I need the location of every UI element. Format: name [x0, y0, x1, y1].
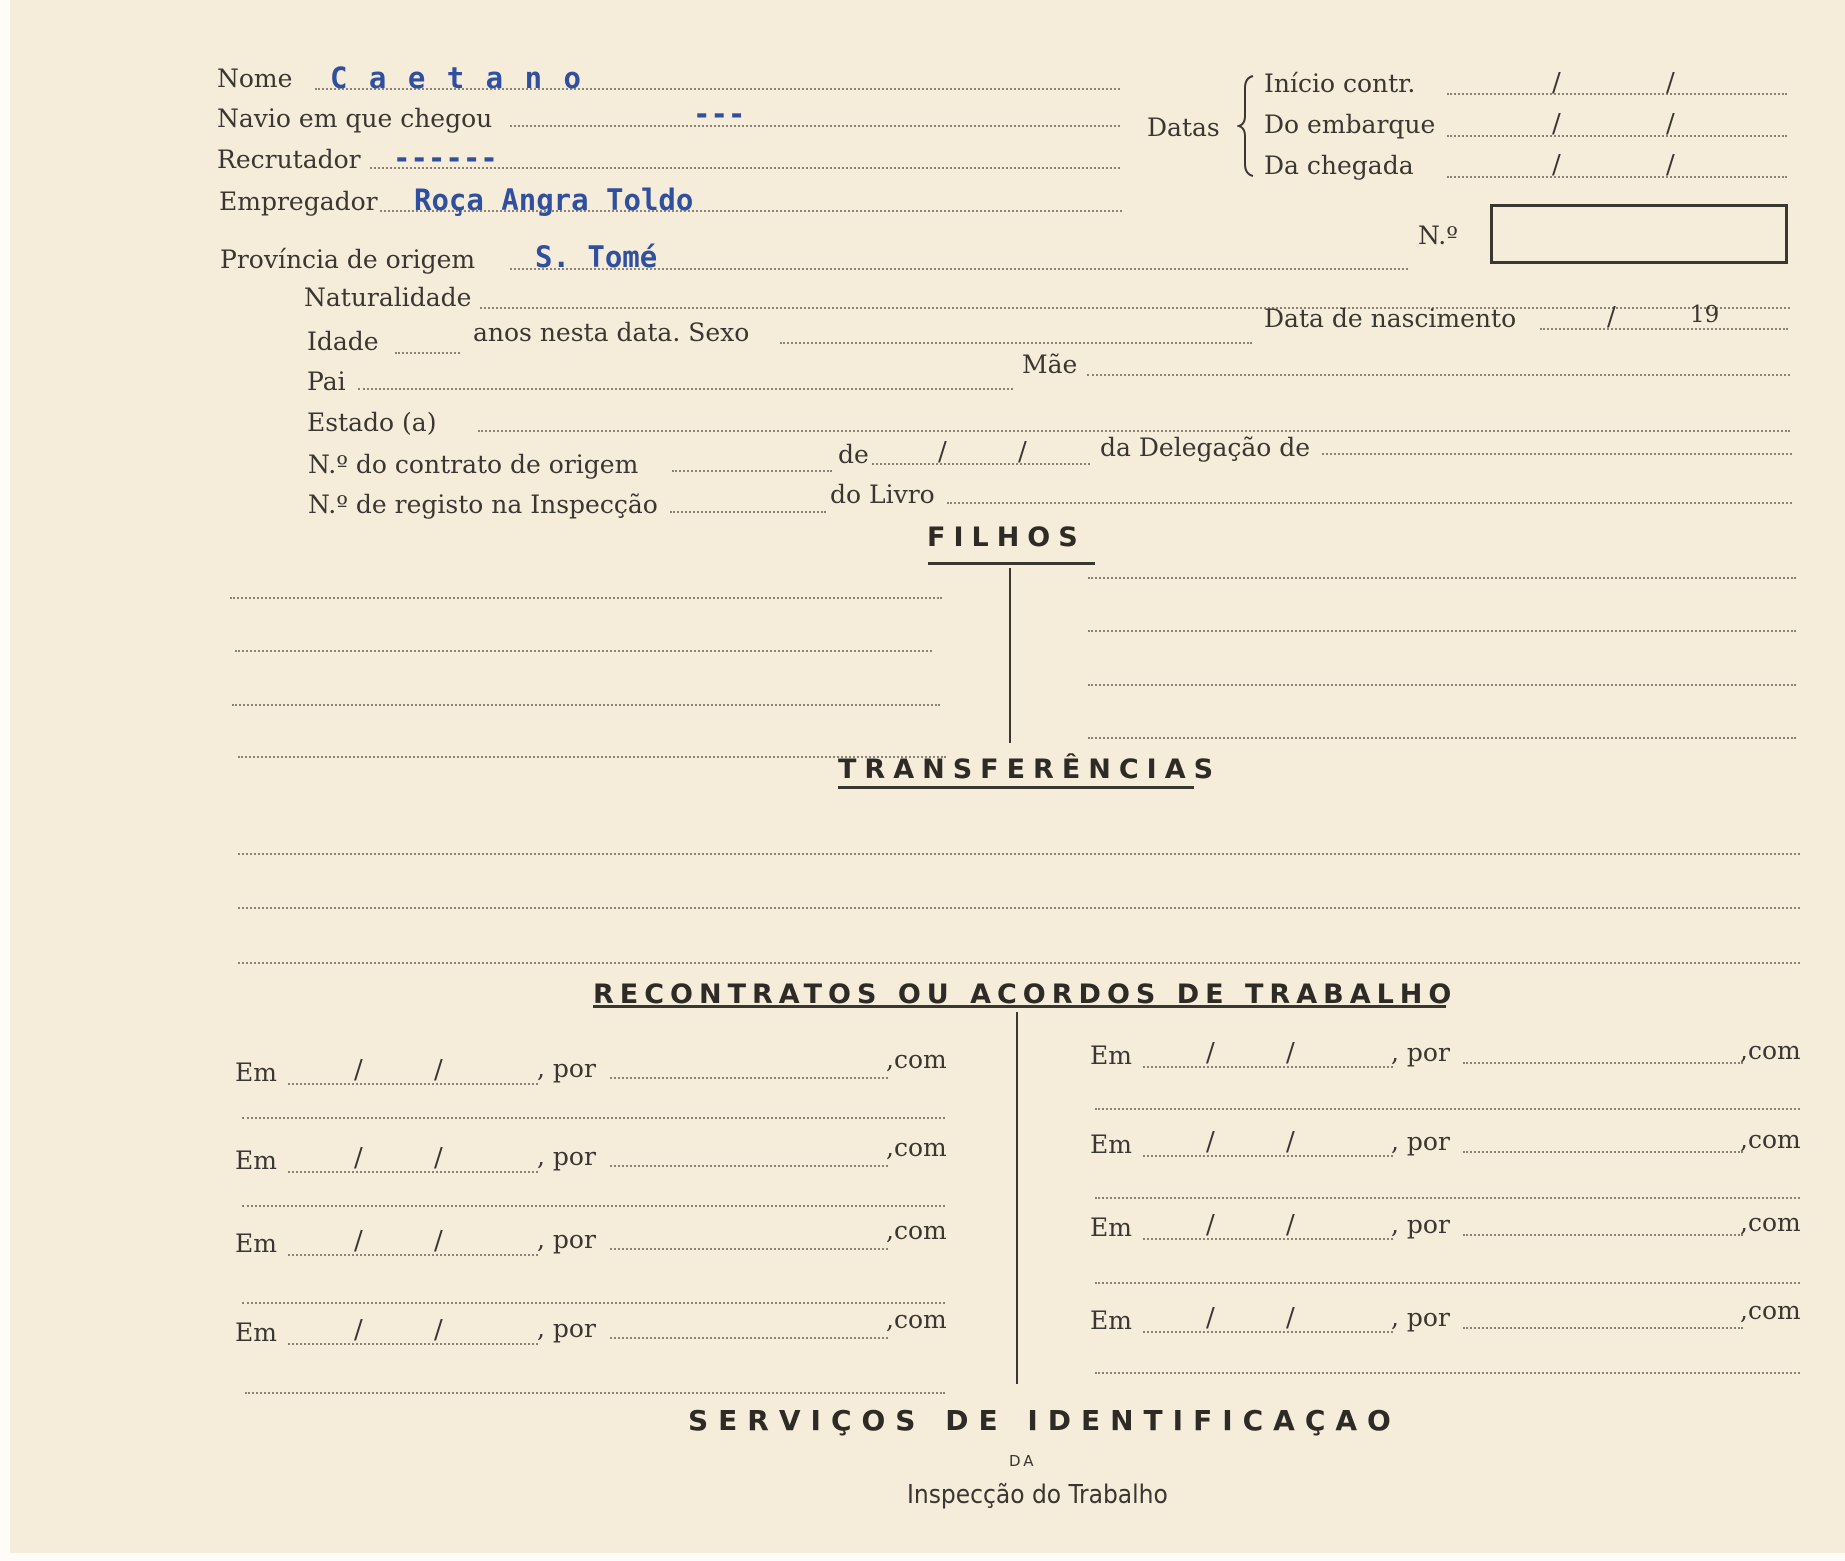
com-line[interactable] — [245, 1392, 945, 1394]
por-line[interactable] — [610, 1337, 888, 1339]
numero-box[interactable] — [1490, 204, 1788, 264]
chegada-label: Da chegada — [1264, 151, 1414, 180]
inicio-label: Início contr. — [1264, 69, 1416, 98]
com-line[interactable] — [1095, 1282, 1800, 1284]
de-slash-2: / — [1018, 437, 1027, 467]
em-date-line[interactable] — [1143, 1155, 1393, 1157]
por-line[interactable] — [610, 1248, 888, 1250]
em-slash-2: / — [434, 1055, 443, 1085]
em-slash-2: / — [434, 1226, 443, 1256]
mae-line — [1087, 374, 1790, 376]
em-label: Em — [1090, 1213, 1132, 1242]
contrato-line — [672, 470, 832, 472]
em-slash-1: / — [354, 1055, 363, 1085]
naturalidade-label: Naturalidade — [304, 283, 472, 312]
por-line[interactable] — [1463, 1234, 1743, 1236]
registo-line — [670, 511, 826, 513]
por-label: , por — [537, 1314, 596, 1343]
em-slash-2: / — [434, 1315, 443, 1345]
chegada-slash-2: / — [1666, 150, 1675, 180]
delegacao-label: da Delegação de — [1100, 433, 1311, 462]
livro-line — [947, 502, 1792, 504]
em-label: Em — [235, 1146, 277, 1175]
navio-line — [510, 125, 1120, 127]
em-date-line[interactable] — [288, 1254, 538, 1256]
naturalidade-line — [480, 307, 1790, 309]
sexo-line — [780, 342, 1252, 344]
em-slash-1: / — [1206, 1038, 1215, 1068]
em-date-line[interactable] — [1143, 1238, 1393, 1240]
filhos-heading: FILHOS — [927, 522, 1086, 553]
em-slash-2: / — [1286, 1210, 1295, 1240]
embarque-slash-1: / — [1552, 109, 1561, 139]
pai-line — [358, 388, 1013, 390]
em-date-line[interactable] — [1143, 1331, 1393, 1333]
de-date-line — [872, 463, 1090, 465]
embarque-slash-2: / — [1666, 109, 1675, 139]
chegada-slash-1: / — [1552, 150, 1561, 180]
nome-label: Nome — [217, 64, 293, 93]
com-label: ,com — [1740, 1125, 1801, 1154]
transferencia-line-2[interactable] — [238, 907, 1800, 909]
com-line[interactable] — [1095, 1197, 1800, 1199]
livro-label: do Livro — [830, 480, 935, 509]
estado-label: Estado (a) — [307, 408, 437, 437]
em-label: Em — [1090, 1130, 1132, 1159]
em-label: Em — [235, 1318, 277, 1347]
empregador-value[interactable]: Roça Angra Toldo — [414, 183, 694, 217]
com-line[interactable] — [1095, 1108, 1800, 1110]
com-label: ,com — [1740, 1296, 1801, 1325]
em-slash-1: / — [1206, 1210, 1215, 1240]
em-slash-1: / — [354, 1143, 363, 1173]
inicio-slash-2: / — [1666, 68, 1675, 98]
com-label: ,com — [886, 1216, 947, 1245]
de-slash-1: / — [938, 437, 947, 467]
contrato-label: N.º do contrato de origem — [308, 450, 639, 479]
footer-da: DA — [1009, 1452, 1037, 1470]
por-label: , por — [537, 1225, 596, 1254]
por-line[interactable] — [610, 1077, 888, 1079]
de-label: de — [838, 440, 869, 469]
empregador-label: Empregador — [219, 187, 378, 216]
datas-label: Datas — [1147, 113, 1220, 142]
registo-label: N.º de registo na Inspecção — [308, 490, 658, 519]
filhos-left-line-3[interactable] — [232, 704, 940, 706]
por-label: , por — [1391, 1210, 1450, 1239]
em-date-line[interactable] — [1143, 1066, 1393, 1068]
em-label: Em — [1090, 1041, 1132, 1070]
transferencia-line-3[interactable] — [238, 962, 1800, 964]
por-line[interactable] — [1463, 1327, 1743, 1329]
filhos-right-line-1[interactable] — [1088, 577, 1796, 579]
inicio-line — [1447, 93, 1787, 95]
com-label: ,com — [1740, 1036, 1801, 1065]
com-line[interactable] — [242, 1205, 945, 1207]
com-line[interactable] — [242, 1117, 945, 1119]
footer-title: SERVIÇOS DE IDENTIFICAÇAO — [688, 1404, 1401, 1437]
em-slash-2: / — [1286, 1127, 1295, 1157]
idade-line — [395, 352, 460, 354]
com-label: ,com — [886, 1133, 947, 1162]
filhos-right-line-2[interactable] — [1088, 630, 1796, 632]
em-slash-1: / — [354, 1226, 363, 1256]
com-label: ,com — [886, 1305, 947, 1334]
anos-sexo-label: anos nesta data. Sexo — [473, 318, 750, 347]
inicio-slash-1: / — [1552, 68, 1561, 98]
recrutador-value[interactable]: ------ — [393, 141, 498, 175]
em-label: Em — [235, 1058, 277, 1087]
mae-label: Mãe — [1022, 350, 1078, 379]
recrutador-label: Recrutador — [217, 145, 361, 174]
por-line[interactable] — [1463, 1062, 1743, 1064]
recontratos-heading: RECONTRATOS OU ACORDOS DE TRABALHO — [593, 979, 1458, 1010]
embarque-label: Do embarque — [1264, 110, 1436, 139]
com-line[interactable] — [1095, 1372, 1800, 1374]
data-nascimento-label: Data de nascimento — [1264, 304, 1517, 333]
em-slash-1: / — [1206, 1127, 1215, 1157]
transferencias-underline — [838, 786, 1194, 789]
por-label: , por — [537, 1054, 596, 1083]
recontratos-underline — [593, 1005, 1446, 1008]
navio-value[interactable]: --- — [693, 97, 746, 131]
embarque-line — [1447, 135, 1787, 137]
filhos-right-line-4[interactable] — [1088, 737, 1796, 739]
datas-brace — [1237, 74, 1259, 178]
filhos-divider — [1009, 568, 1011, 743]
provincia-label: Província de origem — [220, 245, 476, 274]
filhos-left-line-2[interactable] — [235, 650, 932, 652]
footer-org: Inspecção do Trabalho — [907, 1480, 1168, 1510]
navio-label: Navio em que chegou — [217, 104, 493, 133]
por-line[interactable] — [610, 1165, 888, 1167]
com-label: ,com — [1740, 1208, 1801, 1237]
em-date-line[interactable] — [288, 1083, 538, 1085]
transferencias-heading: TRANSFERÊNCIAS — [838, 754, 1222, 785]
em-slash-2: / — [1286, 1303, 1295, 1333]
por-label: , por — [1391, 1127, 1450, 1156]
chegada-line — [1447, 176, 1787, 178]
numero-label: N.º — [1418, 221, 1458, 250]
em-date-line[interactable] — [288, 1343, 538, 1345]
por-label: , por — [1391, 1303, 1450, 1332]
em-slash-1: / — [354, 1315, 363, 1345]
delegacao-line — [1322, 453, 1792, 455]
por-label: , por — [537, 1142, 596, 1171]
com-line[interactable] — [242, 1302, 945, 1304]
recontratos-divider — [1016, 1012, 1018, 1384]
data-nascimento-line — [1540, 328, 1788, 330]
transferencia-line-1[interactable] — [238, 853, 1800, 855]
com-label: ,com — [886, 1045, 947, 1074]
em-date-line[interactable] — [288, 1171, 538, 1173]
ano-prefix: 19 — [1690, 302, 1720, 328]
em-slash-1: / — [1206, 1303, 1215, 1333]
por-label: , por — [1391, 1038, 1450, 1067]
por-line[interactable] — [1463, 1151, 1743, 1153]
pai-label: Pai — [307, 367, 346, 396]
em-label: Em — [235, 1229, 277, 1258]
em-slash-2: / — [1286, 1038, 1295, 1068]
filhos-right-line-3[interactable] — [1088, 684, 1796, 686]
nascimento-slash: / — [1607, 302, 1616, 332]
idade-label: Idade — [307, 327, 379, 356]
em-slash-2: / — [434, 1143, 443, 1173]
filhos-underline — [928, 562, 1095, 565]
nome-value[interactable]: C a e t a n o — [330, 61, 583, 95]
filhos-left-line-1[interactable] — [230, 597, 942, 599]
estado-line — [478, 430, 1790, 432]
em-label: Em — [1090, 1306, 1132, 1335]
provincia-value[interactable]: S. Tomé — [535, 240, 658, 274]
